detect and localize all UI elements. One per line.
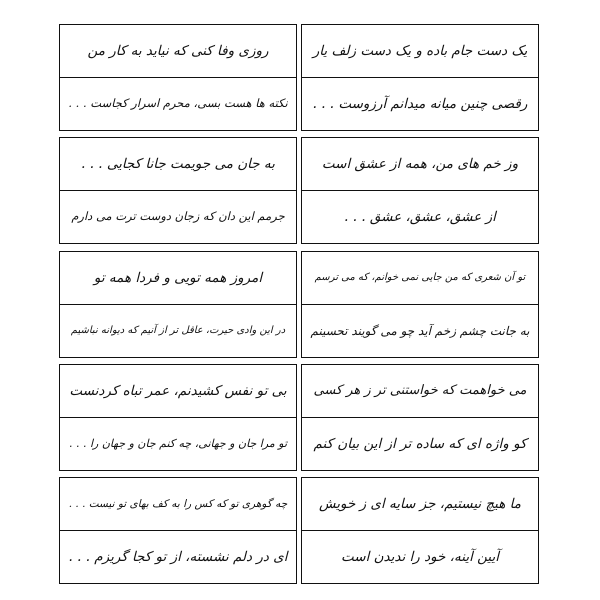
verse-text: چه گوهری تو که کس را به کف بهای تو نیست . . . xyxy=(68,497,288,510)
verse-text: در این وادی حیرت، عاقل تر از آنیم که دیوانه نباشیم xyxy=(70,325,286,336)
verse-box xyxy=(59,530,297,584)
verse-box xyxy=(301,77,539,131)
verse-text: آیین آینه، خود را ندیدن است xyxy=(341,548,500,565)
verse-box xyxy=(59,364,297,418)
verse-text: ما هیچ نیستیم، جز سایه ای ز خویش xyxy=(319,495,521,512)
verse-text: می خواهمت که خواستنی تر ز هر کسی xyxy=(313,383,527,399)
verse-box xyxy=(59,417,297,471)
left-column xyxy=(59,24,299,574)
verse-text: کو واژه ای که ساده تر از این بیان کنم xyxy=(313,435,527,452)
verse-text: امروز همه تویی و فردا همه تو xyxy=(93,269,263,286)
verse-text: تو آن شعری که من جایی نمی خوانم، که می ترسم xyxy=(314,272,526,283)
verse-box xyxy=(301,251,539,305)
verse-box xyxy=(59,24,297,78)
verse-text: روزی وفا کنی که نیاید به کار من xyxy=(87,42,269,59)
verse-text: یک دست جام باده و یک دست زلف یار xyxy=(312,42,528,59)
verse-text: جرمم این دان که زجان دوست ترت می دارم xyxy=(71,209,285,224)
verse-box xyxy=(59,137,297,191)
verse-box xyxy=(59,190,297,244)
verse-text: بی تو نفس کشیدنم، عمر تباه کردنست xyxy=(69,382,287,399)
verse-text: رقصی چنین میانه میدانم آرزوست . . . xyxy=(312,95,528,112)
verse-text: ای در دلم نشسته، از تو کجا گریزم . . . xyxy=(68,548,288,565)
verse-box xyxy=(59,77,297,131)
verse-box xyxy=(301,24,539,78)
verse-text: نکته ها هست بسی، محرم اسرار کجاست . . . xyxy=(68,96,288,111)
verse-box xyxy=(301,364,539,418)
verse-text: تو مرا جان و جهانی، چه کنم جان و جهان را . . . xyxy=(68,437,288,451)
verse-text: وز خم های من، همه از عشق است xyxy=(321,155,519,172)
verse-box xyxy=(59,304,297,358)
verse-box xyxy=(59,477,297,531)
verse-box xyxy=(301,530,539,584)
verse-box xyxy=(301,137,539,191)
verse-box xyxy=(301,190,539,244)
verse-text: به جانت چشم زخم آید چو می گویند تحسینم xyxy=(310,323,530,338)
verse-text: به جان می جویمت جانا کجایی . . . xyxy=(81,155,275,172)
right-column xyxy=(301,24,541,574)
verse-box xyxy=(301,304,539,358)
verse-box xyxy=(301,417,539,471)
verse-box xyxy=(301,477,539,531)
verse-box xyxy=(59,251,297,305)
verse-text: از عشق، عشق، عشق . . . xyxy=(344,208,496,225)
